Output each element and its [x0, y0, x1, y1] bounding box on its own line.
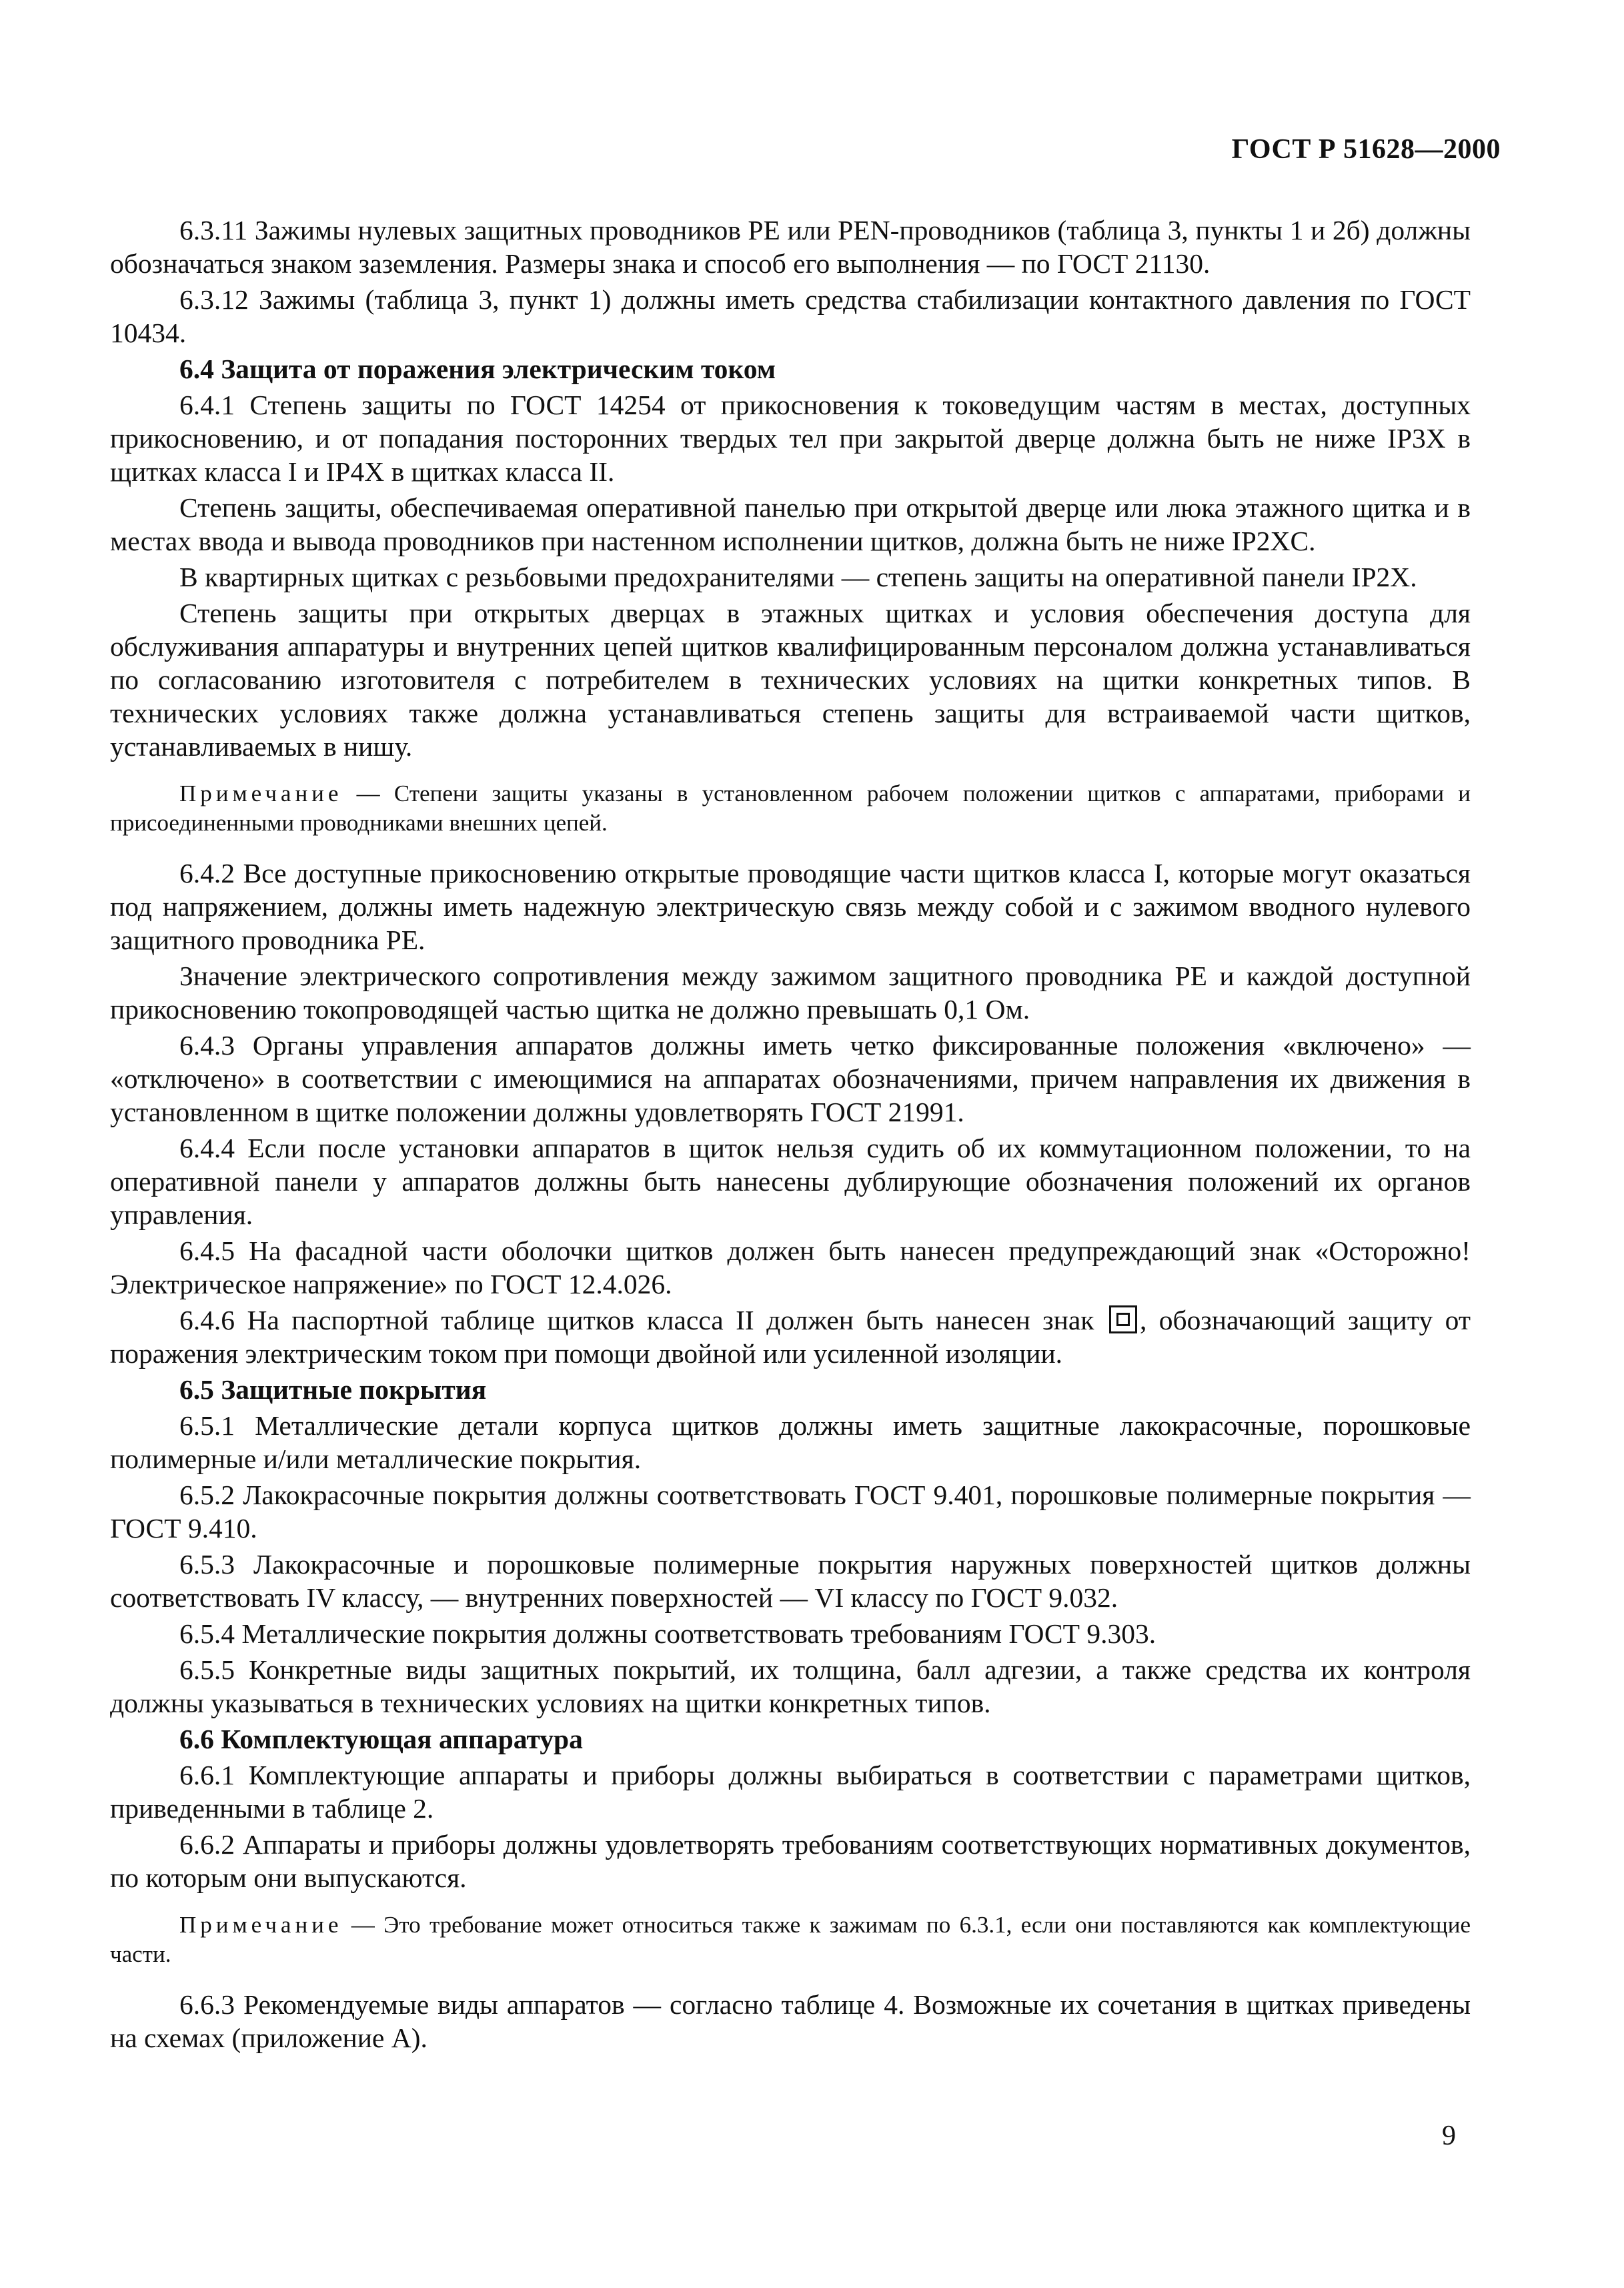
paragraph-6-4-6: [110, 1303, 1471, 1370]
section-heading-6-4: 6.4 Защита от поражения электрическим током: [179, 354, 776, 384]
paragraph-6-5-3: 6.5.3 Лакокрасочные и порошковые полимерные покрытия наружных поверхностей щитков должны соответствовать IV классу, — внутренних поверхностей — VI классу по ГОСТ 9.032.: [110, 1549, 1471, 1613]
paragraph-6-6-1: 6.6.1 Комплектующие аппараты и приборы должны выбираться в соответствии с параметрами щитков, приведенными в таблице 2.: [110, 1760, 1471, 1824]
document-id: ГОСТ Р 51628—2000: [1231, 134, 1501, 165]
note-label: Примечание: [179, 780, 343, 806]
paragraph-6-4-1-c: В квартирных щитках с резьбовыми предохранителями — степень защиты на оперативной панели IP2X.: [179, 562, 1417, 592]
section-heading-6-6: 6.6 Комплектующая аппаратура: [179, 1724, 583, 1754]
paragraph-6-4-3: 6.4.3 Органы управления аппаратов должны иметь четко фиксированные положения «включено» — «отключено» в соответствии с имеющимися на аппаратах обозначениями, причем направления их движения в установленном в щитке положении должны удовлетворять ГОСТ 21991.: [110, 1030, 1471, 1127]
paragraph-6-4-2: 6.4.2 Все доступные прикосновению открытые проводящие части щитков класса I, которые могут оказаться под напряжением, должны иметь надежную электрическую связь между собой и с зажимом вводного нулевого защитного проводника PE.: [110, 858, 1471, 955]
paragraph-6-4-1-b: Степень защиты, обеспечиваемая оперативной панелью при открытой дверце или люка этажного щитка и в местах ввода и вывода проводников при настенном исполнении щитков, должна быть не ниже IP2XC.: [110, 492, 1471, 556]
page-number: 9: [1442, 2121, 1456, 2151]
paragraph-6-5-5: 6.5.5 Конкретные виды защитных покрытий, их толщина, балл адгезии, а также средства их контроля должны указываться в технических условиях на щитки конкретных типов.: [110, 1654, 1471, 1718]
paragraph-6-5-2: 6.5.2 Лакокрасочные покрытия должны соответствовать ГОСТ 9.401, порошковые полимерные покрытия — ГОСТ 9.410.: [110, 1480, 1471, 1544]
note-2: [110, 1910, 1471, 1969]
paragraph-6-6-3: 6.6.3 Рекомендуемые виды аппаратов — согласно таблице 4. Возможные их сочетания в щитках приведены на схемах (приложение А).: [110, 1989, 1471, 2053]
paragraph-6-4-6-start: 6.4.6 На паспортной таблице щитков класса II должен быть нанесен знак: [179, 1305, 1094, 1335]
paragraph-6-4-2-b: Значение электрического сопротивления между зажимом защитного проводника PE и каждой доступной прикосновению токопроводящей частью щитка не должно превышать 0,1 Ом.: [110, 961, 1471, 1025]
paragraph-6-4-4: 6.4.4 Если после установки аппаратов в щиток нельзя судить об их коммутационном положении, то на оперативной панели у аппаратов должны быть нанесены дублирующие обозначения положений их органов управления.: [110, 1133, 1471, 1230]
section-heading-6-5: 6.5 Защитные покрытия: [179, 1374, 487, 1405]
note-label: Примечание: [179, 1912, 343, 1938]
paragraph-6-4-1-d: Степень защиты при открытых дверцах в этажных щитках и условия обеспечения доступа для обслуживания аппаратуры и внутренних цепей щитков квалифицированным персоналом должна устанавливаться по согласованию изготовителя с потребителем в технических условиях на щитки конкретных типов. В технических условиях также должна устанавливаться степень защиты для встраиваемой части щитков, устанавливаемых в нишу.: [110, 598, 1471, 762]
note-text: — Степени защиты указаны в установленном рабочем положении щитков с аппаратами, приборами и присоединенными проводниками внешних цепей.: [110, 780, 1471, 836]
paragraph-6-5-1: 6.5.1 Металлические детали корпуса щитков должны иметь защитные лакокрасочные, порошковые полимерные и/или металлические покрытия.: [110, 1410, 1471, 1474]
double-insulation-icon: [1109, 1305, 1137, 1333]
paragraph-6-3-11: 6.3.11 Зажимы нулевых защитных проводников PE или PEN-проводников (таблица 3, пункты 1 и 2б) должны обозначаться знаком заземления. Размеры знака и способ его выполнения — по ГОСТ 21130.: [110, 215, 1471, 279]
paragraph-6-4-6-end: , обозначающий защиту от поражения электрическим током при помощи двойной или усиленной изоляции.: [110, 1305, 1471, 1369]
note-text: — Это требование может относиться также к зажимам по 6.3.1, если они поставляются как комплектующие части.: [110, 1912, 1471, 1967]
page-content: [110, 213, 1471, 2057]
paragraph-6-6-2: 6.6.2 Аппараты и приборы должны удовлетворять требованиям соответствующих нормативных документов, по которым они выпускаются.: [110, 1829, 1471, 1893]
paragraph-6-4-1: 6.4.1 Степень защиты по ГОСТ 14254 от прикосновения к токоведущим частям в местах, доступных прикосновению, и от попадания посторонних твердых тел при закрытой дверце должна быть не ниже IP3X в щитках класса I и IP4X в щитках класса II.: [110, 390, 1471, 487]
note-1: [110, 779, 1471, 838]
paragraph-6-3-12: 6.3.12 Зажимы (таблица 3, пункт 1) должны иметь средства стабилизации контактного давления по ГОСТ 10434.: [110, 284, 1471, 348]
paragraph-6-5-4: 6.5.4 Металлические покрытия должны соответствовать требованиям ГОСТ 9.303.: [179, 1618, 1156, 1649]
paragraph-6-4-5: 6.4.5 На фасадной части оболочки щитков должен быть нанесен предупреждающий знак «Осторожно! Электрическое напряжение» по ГОСТ 12.4.026.: [110, 1235, 1471, 1299]
